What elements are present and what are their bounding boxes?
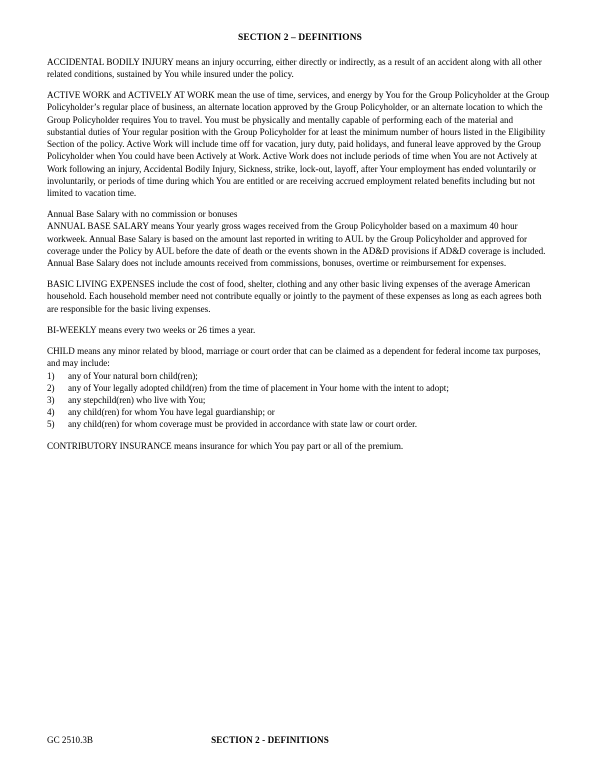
list-item-label: any child(ren) for whom coverage must be provided in accordance with state law or court order. bbox=[68, 419, 417, 430]
definition-child-intro: CHILD means any minor related by blood, marriage or court order that can be claimed as a dependent for federal income tax purposes, and may include: bbox=[47, 346, 541, 369]
list-item-number: 3) bbox=[47, 395, 55, 405]
definition-accidental-bodily-injury: ACCIDENTAL BODILY INJURY means an injury occurring, either directly or indirectly, as a result of an accident along with all other related conditions, sustained by You while insured under the policy. bbox=[47, 56, 542, 79]
page-footer bbox=[47, 735, 553, 749]
list-item bbox=[47, 394, 553, 406]
list-item-number: 2) bbox=[47, 382, 55, 393]
definition-contributory-insurance: CONTRIBUTORY INSURANCE means insurance for which You pay part or all of the premium. bbox=[47, 440, 404, 451]
definition-active-work: ACTIVE WORK and ACTIVELY AT WORK mean the use of time, services, and energy by You for the Group Policyholder at the Group Policyholder’s regular place of business, an alternate location approved by the Group Policyholder, or an alternate location to which the Group Policyholder requires You to travel. You must be physically and mentally capable of performing each of the material and substantial duties of Your regular position with the Group Policyholder for at least the minimum number of hours listed in the Eligibility Section of the policy. Active Work will include time off for vacation, jury duty, paid holidays, and funeral leave approved by the Group Policyholder when You could have been Actively at Work. Active Work does not include periods of time when You are not Actively at Work following an injury, Accidental Bodily Injury, Sickness, strike, lock-out, layoff, after Your employment has ended voluntarily or involuntarily, or periods of time during which You are entitled or are receiving accrued employment related benefits including but not limited to vacation time. bbox=[47, 90, 550, 198]
list-item-number: 4) bbox=[47, 407, 55, 418]
list-item-label: any child(ren) for whom You have legal guardianship; or bbox=[68, 407, 275, 418]
definition-bi-weekly: BI-WEEKLY means every two weeks or 26 times a year. bbox=[47, 324, 256, 335]
list-item-label: any of Your natural born child(ren); bbox=[68, 370, 198, 381]
page-content bbox=[47, 33, 553, 461]
list-item bbox=[47, 406, 553, 418]
footer-form-number: GC 2510.3B bbox=[47, 735, 93, 745]
list-item bbox=[47, 370, 553, 382]
list-item-label: any of Your legally adopted child(ren) from the time of placement in Your home with the intent to adopt; bbox=[68, 382, 449, 393]
page-title: SECTION 2 – DEFINITIONS bbox=[237, 33, 363, 43]
list-item-number: 1) bbox=[47, 370, 55, 381]
annual-base-salary-heading: Annual Base Salary with no commission or bonuses bbox=[47, 209, 238, 220]
child-definition-list bbox=[47, 370, 553, 431]
list-item-number: 5) bbox=[47, 419, 55, 430]
definition-annual-base-salary: ANNUAL BASE SALARY means Your yearly gross wages received from the Group Policyholder based on a maximum 40 hour workweek. Annual Base Salary is based on the amount last reported in writing to AUL by the Group Policyholder and approved for coverage under the Policy by AUL before the date of death or the events shown in the AD&D provisions if AD&D coverage is included. Annual Base Salary does not include amounts received from commissions, bonuses, overtime or reimbursement for expenses. bbox=[47, 221, 546, 269]
list-item bbox=[47, 418, 553, 430]
list-item bbox=[47, 382, 553, 394]
list-item-label: any stepchild(ren) who live with You; bbox=[68, 395, 206, 405]
footer-section-label: SECTION 2 - DEFINITIONS bbox=[211, 735, 329, 745]
definition-basic-living-expenses: BASIC LIVING EXPENSES include the cost of food, shelter, clothing and any other basic living expenses of the average American household. Each household member need not contribute equally or jointly to the payment of these expenses as long as each agrees both are responsible for the basic living expenses. bbox=[47, 279, 542, 314]
